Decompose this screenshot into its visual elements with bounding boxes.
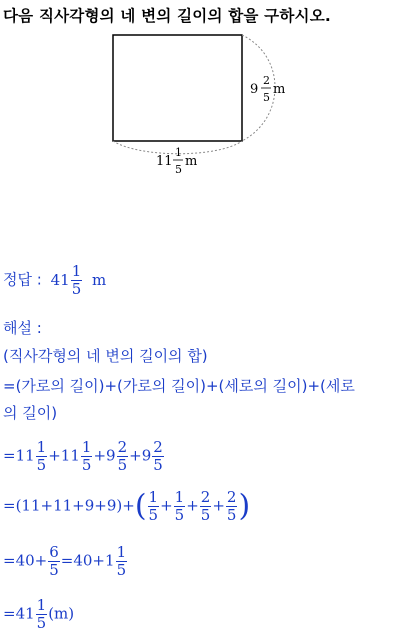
explanation-label: 해설 : (3, 319, 42, 337)
explanation-line3: 의 길이) (3, 404, 58, 422)
height-whole: 9 (250, 82, 259, 97)
fraction: $\frac{1}{5}$ (81, 438, 92, 474)
step1: =11 $\frac{1}{5}$ +11 $\frac{1}{5}$ +9 $\frac{2}{5}$ +9 $\frac{2}{5}$ (3, 438, 163, 474)
answer-label: 정답 : (3, 270, 42, 289)
fraction: $\frac{1}{5}$ (174, 488, 185, 524)
width-numerator: 1 (175, 146, 182, 159)
fraction: $\frac{6}{5}$ (49, 543, 59, 579)
fraction: $\frac{2}{5}$ (153, 438, 163, 474)
answer-whole: 41 (50, 270, 70, 289)
height-numerator: 2 (263, 74, 270, 87)
answer-row (3, 264, 106, 297)
step2: =(11+11+9+9)+( $\frac{1}{5}$ + $\frac{1}{5}$ + $\frac{2}{5}$ + $\frac{2}{5}$ ) (3, 488, 251, 524)
rectangle-shape (113, 35, 242, 141)
fraction: $\frac{1}{5}$ (36, 438, 47, 474)
fraction: $\frac{2}{5}$ (117, 438, 128, 474)
fraction: $\frac{2}{5}$ (200, 488, 211, 524)
explanation-line2: =(가로의 길이)+(가로의 길이)+(세로의 길이)+(세로 (3, 377, 355, 395)
step3: =40+ $\frac{6}{5}$ =40+1 $\frac{1}{5}$ (3, 543, 127, 579)
fraction: $\frac{1}{5}$ (116, 543, 127, 579)
fraction: $\frac{1}{5}$ (148, 488, 159, 524)
rectangle-figure (100, 26, 310, 186)
answer-unit: m (92, 270, 107, 289)
height-unit: m (273, 82, 286, 97)
question-text: 다음 직사각형의 네 변의 길이의 합을 구하시오. (3, 7, 331, 25)
fraction: $\frac{2}{5}$ (226, 488, 237, 524)
explanation-line1: (직사각형의 네 변의 길이의 합) (3, 347, 208, 365)
width-whole: 11 (156, 154, 173, 169)
width-unit: m (185, 154, 198, 169)
step4: =41 $\frac{1}{5}$ (m) (3, 596, 75, 632)
fraction: $\frac{1}{5}$ (36, 596, 47, 632)
width-denominator: 5 (175, 163, 182, 176)
answer-fraction: $\frac{1}{5}$ (71, 262, 82, 298)
height-denominator: 5 (263, 91, 270, 104)
